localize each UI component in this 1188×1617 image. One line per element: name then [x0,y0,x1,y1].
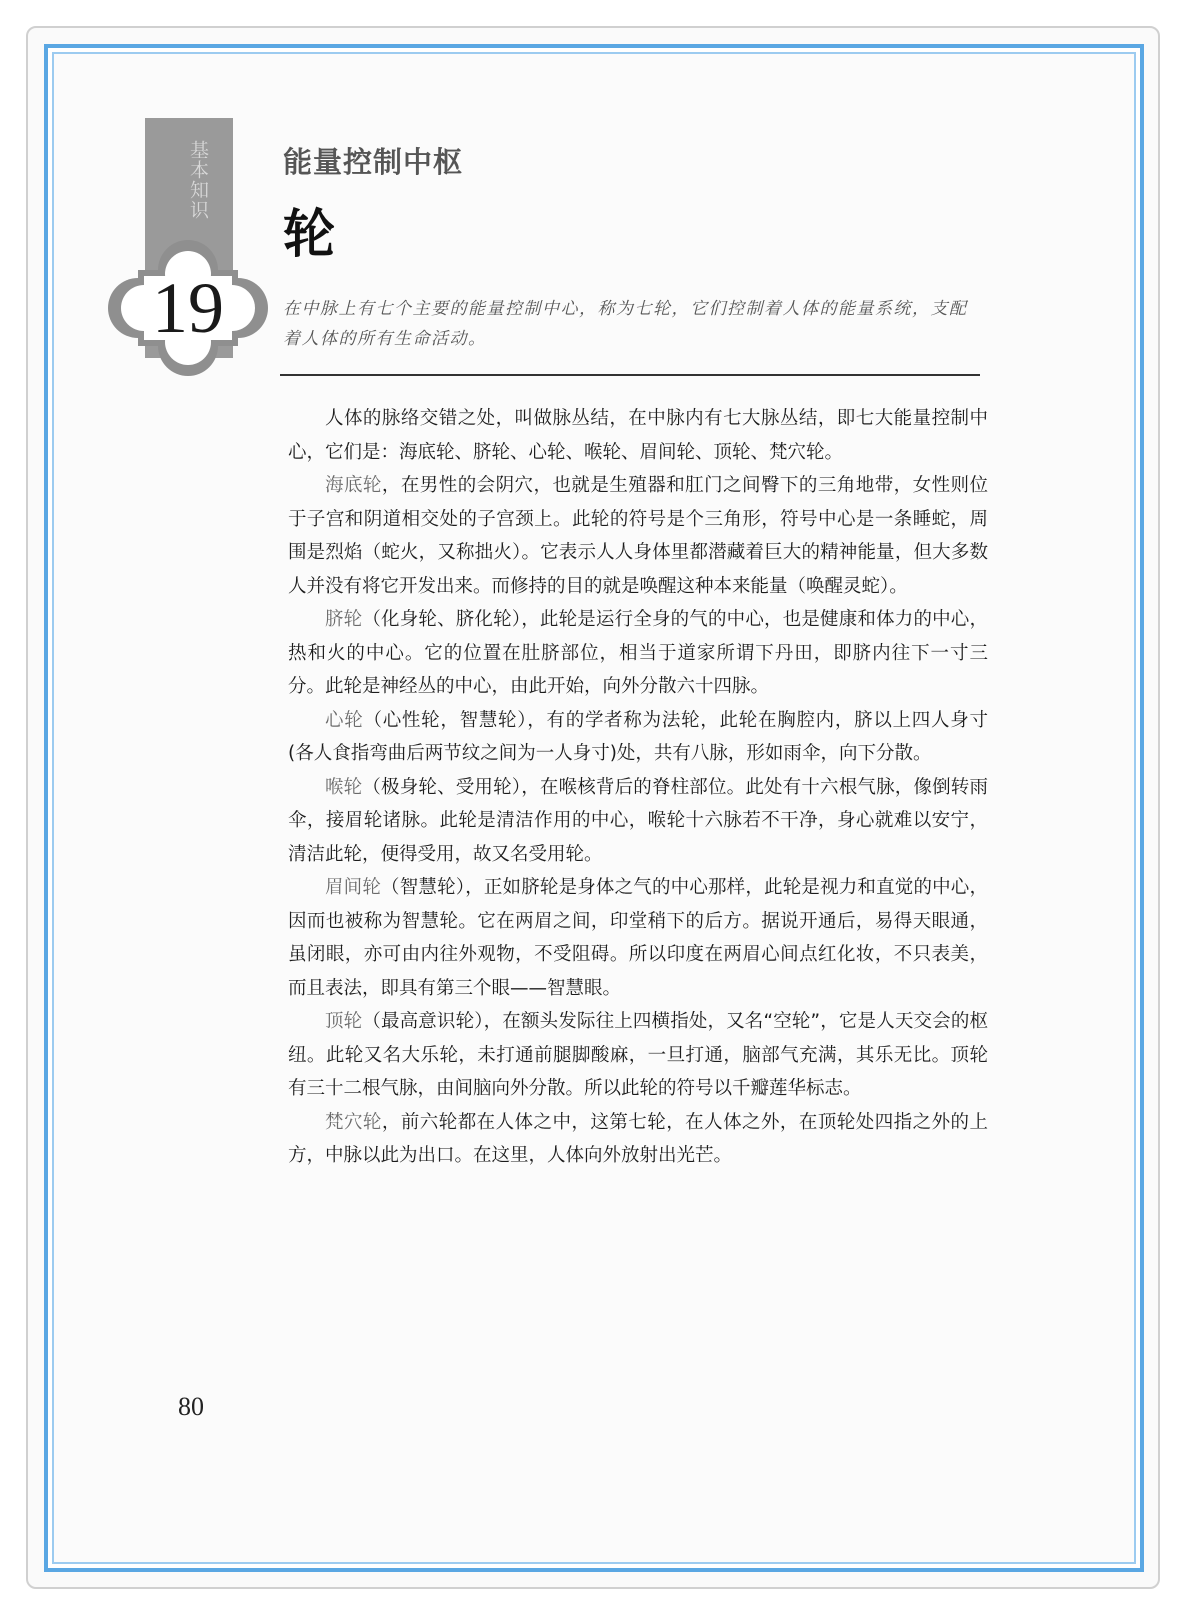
paragraph [288,1005,988,1106]
paragraph-text: （智慧轮），正如脐轮是身体之气的中心那样，此轮是视力和直觉的中心，因而也被称为智慧轮。它在两眉之间，印堂稍下的后方。据说开通后，易得天眼通，虽闭眼，亦可由内往外观物，不受阻碍。所以印度在两眉心间点红化妆，不只表美，而且表法，即具有第三个眼——智慧眼。 [288,877,988,999]
paragraph-text: （最高意识轮），在额头发际往上四横指处，又名“空轮”，它是人天交会的枢纽。此轮又名大乐轮，未打通前腿脚酸麻，一旦打通，脑部气充满，其乐无比。顶轮有三十二根气脉，由间脑向外分散。所以此轮的符号以千瓣莲华标志。 [288,1011,988,1099]
section-subtitle: 能量控制中枢 [283,145,464,179]
paragraph-term: 脐轮 [325,609,363,630]
divider [280,374,980,376]
page-number: 80 [178,1392,204,1421]
paragraph [288,603,988,704]
chapter-number: 19 [152,268,224,348]
paragraph-text: ，在男性的会阴穴，也就是生殖器和肛门之间臀下的三角地带，女性则位于子宫和阴道相交处的子宫颈上。此轮的符号是个三角形，符号中心是一条睡蛇，周围是烈焰（蛇火，又称拙火）。它表示人人身体里都潜藏着巨大的精神能量，但大多数人并没有将它开发出来。而修持的目的就是唤醒这种本来能量（唤醒灵蛇）。 [288,475,988,597]
paragraph [288,704,988,771]
paragraph-text: （化身轮、脐化轮），此轮是运行全身的气的中心，也是健康和体力的中心，热和火的中心。它的位置在肚脐部位，相当于道家所谓下丹田，即脐内往下一寸三分。此轮是神经丛的中心，由此开始，向外分散六十四脉。 [288,609,988,697]
side-tab-label: 基本知识 [187,140,209,220]
paragraph-text: （心性轮，智慧轮），有的学者称为法轮，此轮在胸腔内，脐以上四人身寸(各人食指弯曲后两节纹之间为一人身寸)处，共有八脉，形如雨伞，向下分散。 [288,709,988,764]
paragraph [288,871,988,1005]
paragraph-term: 海底轮 [325,475,382,496]
paragraph-term: 喉轮 [325,776,363,798]
paragraph [288,1106,988,1173]
paragraph-term: 心轮 [325,709,364,731]
paragraph-text: （极身轮、受用轮），在喉核背后的脊柱部位。此处有十六根气脉，像倒转雨伞，接眉轮诸脉。此轮是清洁作用的中心，喉轮十六脉若不干净，身心就难以安宁，清洁此轮，便得受用，故又名受用轮。 [288,776,988,865]
intro-paragraph: 在中脉上有七个主要的能量控制中心，称为七轮，它们控制着人体的能量系统，支配着人体的所有生命活动。 [283,299,968,349]
paragraph-text: 人体的脉络交错之处，叫做脉丛结，在中脉内有七大脉丛结，即七大能量控制中心，它们是：海底轮、脐轮、心轮、喉轮、眉间轮、顶轮、梵穴轮。 [288,408,988,463]
body-text [288,402,988,1173]
paragraph-term: 顶轮 [325,1011,363,1032]
paragraph-text: ，前六轮都在人体之中，这第七轮，在人体之外，在顶轮处四指之外的上方，中脉以此为出口。在这里，人体向外放射出光芒。 [288,1111,988,1166]
paragraph [288,402,988,469]
paragraph-term: 眉间轮 [325,877,382,898]
page-title: 轮 [283,205,336,265]
paragraph [288,771,988,872]
paragraph-term: 梵穴轮 [325,1111,382,1133]
paragraph [288,469,988,603]
